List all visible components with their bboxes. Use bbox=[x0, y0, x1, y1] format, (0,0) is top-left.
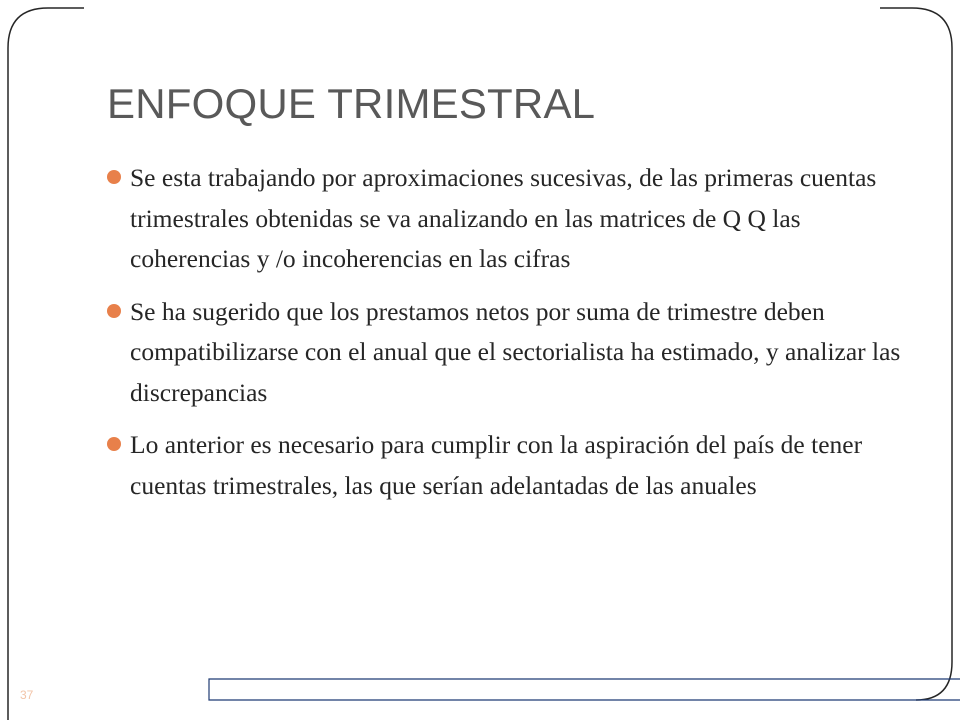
bullet-text: Se esta trabajando por aproximaciones sucesivas, de las primeras cuentas trimestrales obtenidas se va analizando en las matrices de Q Q las coherencias y /o incoherencias en las cifras bbox=[130, 163, 877, 273]
bullet-marker-icon bbox=[107, 170, 121, 184]
bullet-marker-icon bbox=[107, 304, 121, 318]
bullet-item bbox=[107, 425, 927, 506]
bullet-text: Lo anterior es necesario para cumplir con la aspiración del país de tener cuentas trimestrales, las que serían adelantadas de las anuales bbox=[130, 430, 863, 500]
footer-bar bbox=[209, 679, 960, 700]
bullet-item bbox=[107, 158, 927, 280]
bullet-item bbox=[107, 292, 927, 414]
slide-title: ENFOQUE TRIMESTRAL bbox=[107, 80, 596, 127]
bullet-marker-icon bbox=[107, 437, 121, 451]
bullet-list bbox=[107, 158, 927, 518]
slide-number: 37 bbox=[20, 688, 34, 702]
frame-left-bracket bbox=[8, 8, 84, 720]
bullet-text: Se ha sugerido que los prestamos netos por suma de trimestre deben compatibilizarse con el anual que el sectorialista ha estimado, y analizar las discrepancias bbox=[130, 296, 901, 407]
